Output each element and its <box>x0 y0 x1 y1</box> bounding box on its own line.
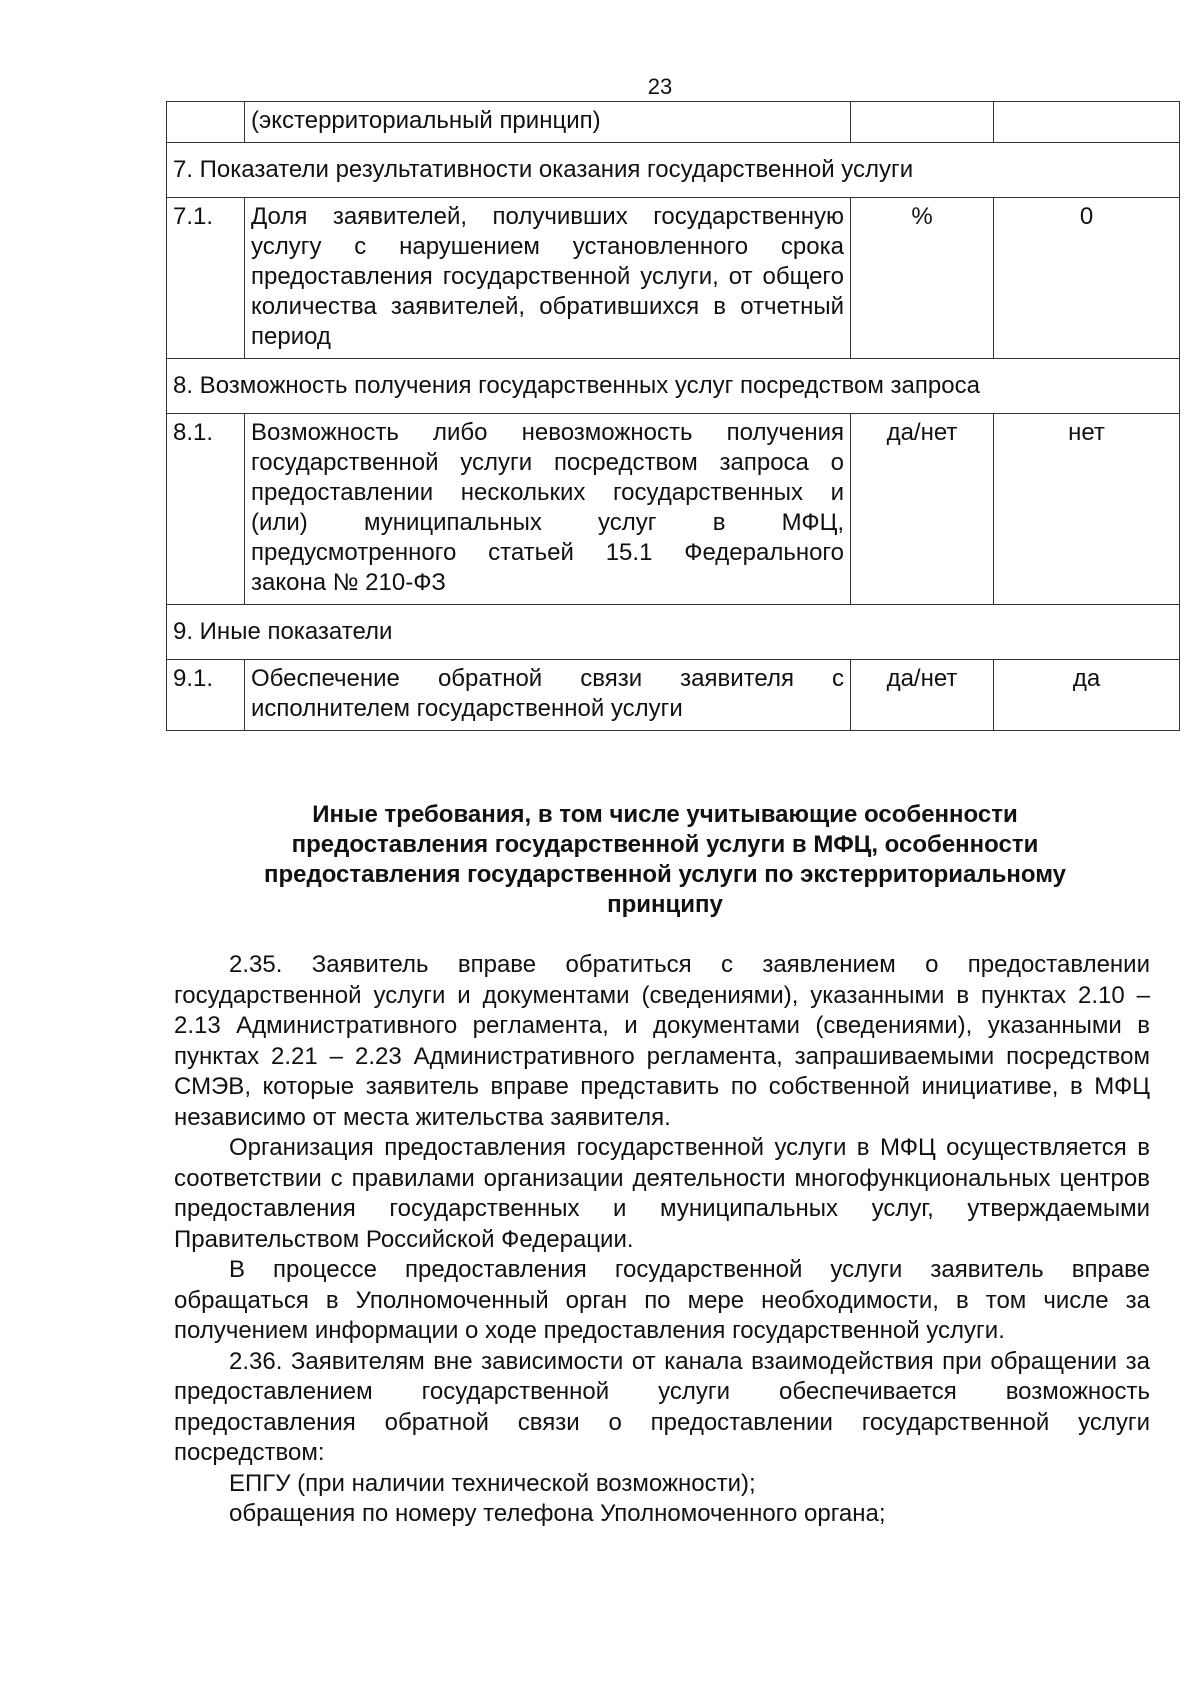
paragraph-2-35: 2.35. Заявитель вправе обратиться с заявлением о предоставлении государственной услуги и документами (сведениями), указанными в пунктах 2.10 – 2.13 Административного регламента, и документами (сведениями), указанными в пунктах 2.21 – 2.23 Административного регламента, запрашиваемыми посредством СМЭВ, которые заявитель вправе представить по собственной инициативе, в МФЦ независимо от места жительства заявителя. <box>174 951 1150 1131</box>
row-text-cell: Возможность либо невозможность получения государственной услуги посредством запроса о предоставлении нескольких государственных и (или) муниципальных услуг в МФЦ, предусмотренного статьей 15.1 Федерального закона № 210-ФЗ <box>245 414 851 605</box>
table-row <box>167 414 1180 605</box>
row-value-cell: нет <box>994 414 1180 605</box>
section-row <box>167 143 1180 198</box>
row-text-cell: Доля заявителей, получивших государственную услугу с нарушением установленного срока предоставления государственной услуги, от общего количества заявителей, обратившихся в отчетный период <box>245 198 851 359</box>
section-heading-cell: 9. Иные показатели <box>167 605 1180 660</box>
body-text <box>174 950 1150 1530</box>
table-row <box>167 660 1180 731</box>
section-row <box>167 605 1180 660</box>
row-text-cell: Обеспечение обратной связи заявителя с исполнителем государственной услуги <box>245 660 851 731</box>
heading-line: принципу <box>607 891 723 918</box>
section-heading <box>200 800 1130 920</box>
section-heading-cell: 8. Возможность получения государственных услуг посредством запроса <box>167 359 1180 414</box>
table-row <box>167 198 1180 359</box>
indicators-table <box>166 101 1180 731</box>
heading-line: Иные требования, в том числе учитывающие особенности <box>312 801 1018 828</box>
table-row <box>167 102 1180 143</box>
row-number-cell <box>167 102 245 143</box>
row-unit-cell <box>851 102 994 143</box>
row-value-cell: да <box>994 660 1180 731</box>
row-text-cell: (экстерриториальный принцип) <box>245 102 851 143</box>
heading-line: предоставления государственной услуги по экстерриториальному <box>263 861 1067 888</box>
row-unit-cell: % <box>851 198 994 359</box>
section-heading-cell: 7. Показатели результативности оказания государственной услуги <box>167 143 1180 198</box>
paragraph-2-36: 2.36. Заявителям вне зависимости от канала взаимодействия при обращении за предоставлением государственной услуги обеспечивается возможность предоставления обратной связи о предоставлении государственной услуги посредством: <box>174 1347 1150 1466</box>
paragraph-mfc-organization: Организация предоставления государственной услуги в МФЦ осуществляется в соответствии с правилами организации деятельности многофункциональных центров предоставления государственных и муниципальных услуг, утверждаемыми Правительством Российской Федерации. <box>174 1134 1150 1253</box>
row-value-cell: 0 <box>994 198 1180 359</box>
page-number: 23 <box>647 74 673 99</box>
row-unit-cell: да/нет <box>851 660 994 731</box>
row-number-cell: 8.1. <box>167 414 245 605</box>
row-number-cell: 9.1. <box>167 660 245 731</box>
row-unit-cell: да/нет <box>851 414 994 605</box>
list-item: обращения по номеру телефона Уполномоченного органа; <box>229 1500 886 1527</box>
list-item: ЕПГУ (при наличии технической возможности); <box>229 1469 756 1497</box>
paragraph-applicant-rights: В процессе предоставления государственной услуги заявитель вправе обращаться в Уполномоченный орган по мере необходимости, в том числе за получением информации о ходе предоставления государственной услуги. <box>174 1256 1150 1344</box>
heading-line: предоставления государственной услуги в МФЦ, особенности <box>291 831 1039 858</box>
section-row <box>167 359 1180 414</box>
row-value-cell <box>994 102 1180 143</box>
row-number-cell: 7.1. <box>167 198 245 359</box>
